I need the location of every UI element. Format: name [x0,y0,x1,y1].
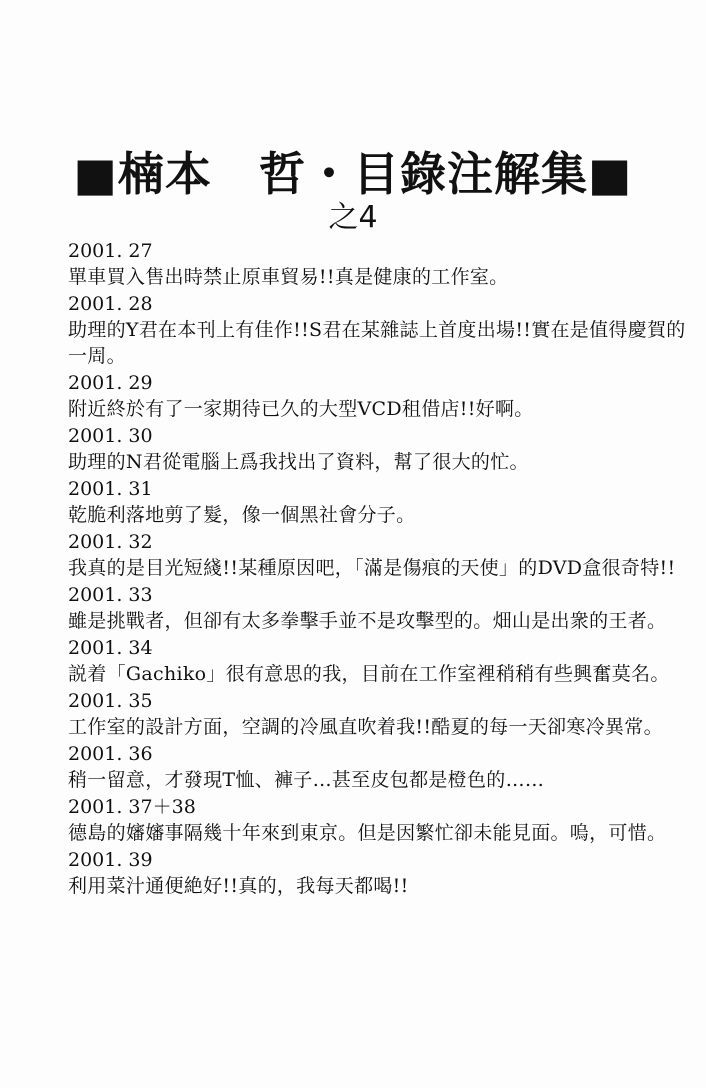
entry-text: 德島的嬸嬸事隔幾十年來到東京。但是因繁忙卻未能見面。嗚，可惜。 [68,822,667,844]
list-item [68,635,688,687]
entry-date: 2001. 27 [68,240,153,262]
entry-text: 雖是挑戰者，但卻有太多拳擊手並不是攻擊型的。畑山是出衆的王者。 [68,610,667,632]
entry-date: 2001. 32 [68,531,153,553]
entry-date: 2001. 37＋38 [68,796,196,818]
entry-text: 助理的N君從電腦上爲我找出了資料，幫了很大的忙。 [68,451,529,473]
entry-date: 2001. 31 [68,478,153,500]
entry-date: 2001. 30 [68,425,153,447]
entry-text: 單車買入售出時禁止原車貿易!!真是健康的工作室。 [68,266,509,288]
entry-text: 利用菜汁通便絶好!!真的，我每天都喝!! [68,875,409,897]
entry-text: 乾脆利落地剪了髮，像一個黑社會分子。 [68,504,416,526]
entry-date: 2001. 29 [68,372,153,394]
entry-date: 2001. 28 [68,293,153,315]
entry-date: 2001. 35 [68,690,153,712]
entry-text: 附近終於有了一家期待已久的大型VCD租借店!!好啊。 [68,398,534,420]
list-item [68,847,688,899]
list-item [68,582,688,634]
entry-date: 2001. 36 [68,743,153,765]
entry-date: 2001. 34 [68,637,153,659]
list-item [68,370,688,422]
entry-list [68,238,688,900]
entry-date: 2001. 33 [68,584,153,606]
list-item [68,476,688,528]
list-item [68,291,688,369]
entry-text: 稍一留意，才發現T恤、褲子…甚至皮包都是橙色的…… [68,769,545,791]
entry-text: 我真的是目光短綫!!某種原因吧，「滿是傷痕的天使」的DVD盒很奇特!! [68,557,676,579]
list-item [68,529,688,581]
list-item [68,794,688,846]
page-subtitle: 之4 [328,200,378,235]
page-title: ■楠本 哲・目錄注解集■ [73,147,633,201]
list-item [68,423,688,475]
list-item [68,688,688,740]
entry-text: 説着「Gachiko」很有意思的我，目前在工作室裡稍稍有些興奮莫名。 [68,663,670,685]
list-item [68,741,688,793]
entry-text: 助理的Y君在本刊上有佳作!!S君在某雜誌上首度出場!!實在是值得慶賀的一周。 [68,319,686,367]
entry-date: 2001. 39 [68,849,153,871]
list-item [68,238,688,290]
entry-text: 工作室的設計方面，空調的冷風直吹着我!!酷夏的每一天卻寒冷異常。 [68,716,663,738]
